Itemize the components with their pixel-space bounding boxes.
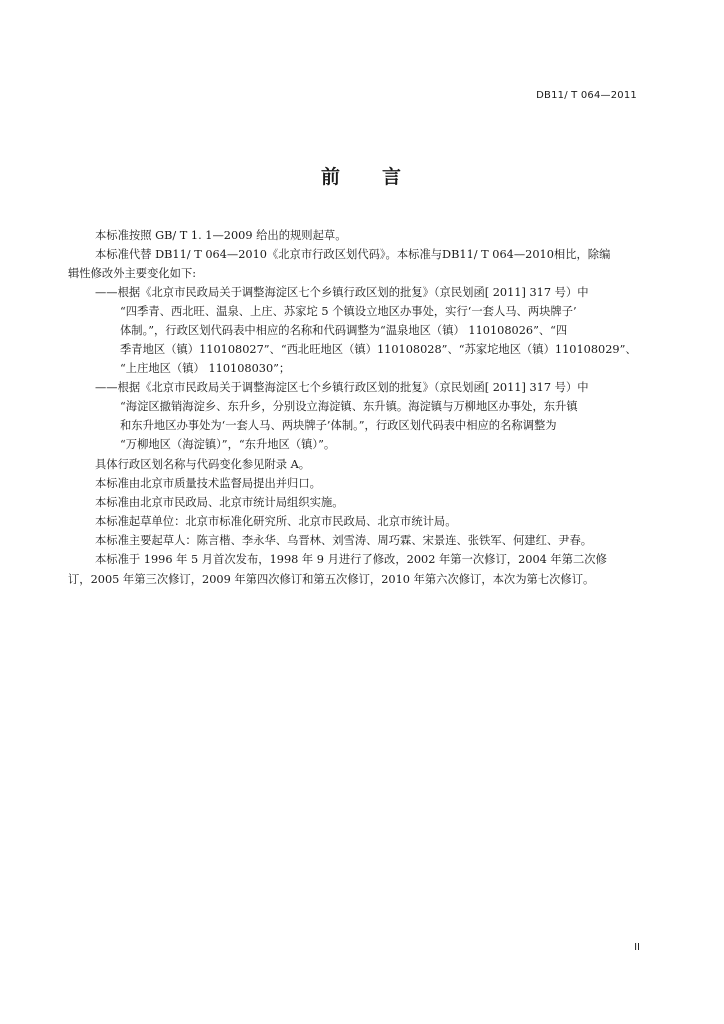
paragraph-line: 本标准起草单位：北京市标准化研究所、北京市民政局、北京市统计局。	[95, 515, 457, 528]
title-char-2: 言	[382, 166, 404, 188]
paragraph-line: “上庄地区（镇） 110108030”；	[120, 362, 291, 375]
paragraph-line: 体制。”，行政区划代码表中相应的名称和代码调整为“温泉地区（镇） 110108026”、“四	[120, 324, 568, 337]
paragraph-line: 本标准代替 DB11/ T 064—2010《北京市行政区划代码》。本标准与DB11/ T 064—2010相比，除编	[95, 248, 611, 261]
paragraph-line: 本标准主要起草人：陈言楷、李永华、乌晋林、刘雪涛、周巧霖、宋景连、张铁军、何建红、尹春。	[95, 534, 593, 547]
title-char-1: 前	[320, 166, 342, 188]
paragraph-line: “海淀区撤销海淀乡、东升乡，分别设立海淀镇、东升镇。海淀镇与万柳地区办事处，东升镇	[120, 400, 578, 413]
paragraph-line: 本标准由北京市民政局、北京市统计局组织实施。	[95, 496, 344, 509]
paragraph-line: 具体行政区划名称与代码变化参见附录 A。	[95, 458, 311, 471]
page-number: II	[634, 942, 640, 953]
paragraph-line: 本标准按照 GB/ T 1. 1—2009 给出的规则起草。	[95, 229, 347, 242]
paragraph-line: “四季青、西北旺、温泉、上庄、苏家坨 5 个镇设立地区办事处，实行‘一套人马、两块牌子’	[120, 305, 577, 318]
standard-code-header: DB11/ T 064—2011	[536, 90, 637, 101]
paragraph-line: 本标准于 1996 年 5 月首次发布，1998 年 9 月进行了修改，2002 年第一次修订，2004 年第二次修	[95, 553, 607, 566]
paragraph-line: ——根据《北京市民政局关于调整海淀区七个乡镇行政区划的批复》（京民划函[ 2011] 317 号）中	[95, 381, 589, 394]
paragraph-line: 本标准由北京市质量技术监督局提出并归口。	[95, 477, 321, 490]
paragraph-line: 季青地区（镇）110108027”、“西北旺地区（镇）110108028”、“苏家坨地区（镇）110108029”、	[120, 343, 637, 356]
paragraph-line: ——根据《北京市民政局关于调整海淀区七个乡镇行政区划的批复》（京民划函[ 2011] 317 号）中	[95, 286, 589, 299]
paragraph-line: 和东升地区办事处为‘一套人马、两块牌子’体制。”，行政区划代码表中相应的名称调整为	[120, 419, 557, 432]
paragraph-line: 订，2005 年第三次修订，2009 年第四次修订和第五次修订，2010 年第六次修订，本次为第七次修订。	[68, 573, 595, 586]
page-title	[0, 162, 724, 189]
paragraph-line: 辑性修改外主要变化如下:	[68, 267, 197, 280]
paragraph-line: “万柳地区（海淀镇）”，“东升地区（镇）”。	[120, 438, 336, 451]
